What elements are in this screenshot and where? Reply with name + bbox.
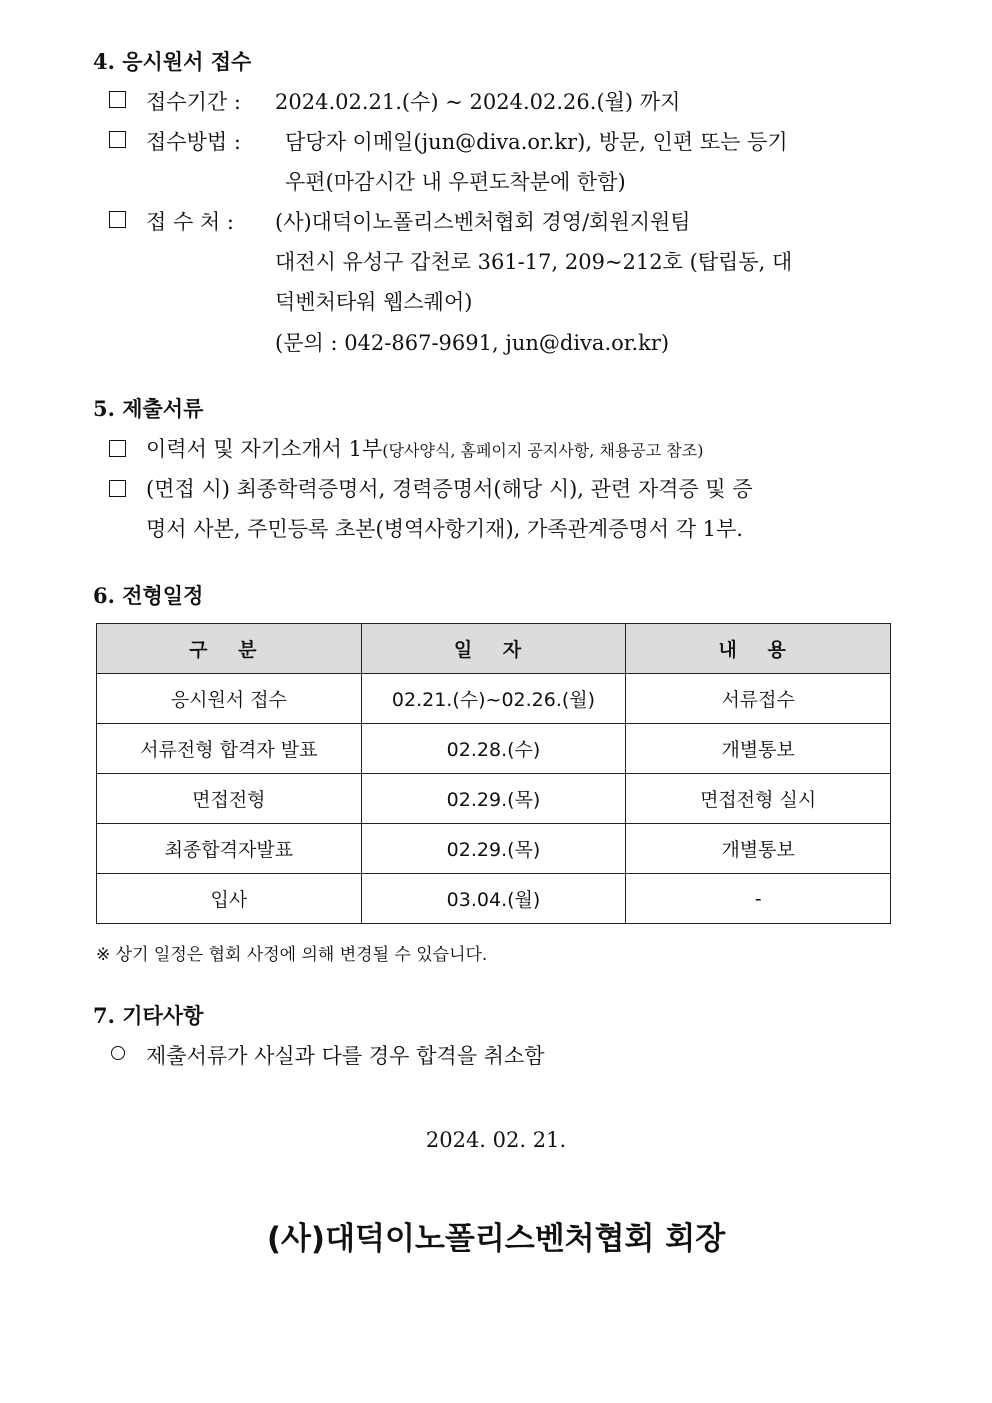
table-cell: 입사 [97,874,362,924]
header-content: 내 용 [626,624,891,674]
table-cell: 면접전형 [97,774,362,824]
other-item-1: 제출서류가 사실과 다를 경우 합격을 취소함 [146,1044,545,1068]
place-line-3: 덕벤처타워 웹스퀘어) [275,290,473,314]
place-line-4: (문의 : 042-867-9691, jun@diva.or.kr) [275,331,670,355]
checkbox-icon [109,480,126,497]
issue-date: 2024. 02. 21. [425,1128,567,1152]
checkbox-icon [109,131,126,148]
table-cell: 응시원서 접수 [97,674,362,724]
table-cell: 개별통보 [626,824,891,874]
doc-item-1 [146,433,703,463]
table-cell: 02.29.(목) [361,774,626,824]
table-cell: 최종합격자발표 [97,824,362,874]
doc-item-1-note: (당사양식, 홈페이지 공지사항, 채용공고 참조) [382,441,704,460]
checkbox-icon [109,440,126,457]
doc-item-1-main: 이력서 및 자기소개서 1부 [146,437,383,461]
schedule-table [96,623,891,924]
header-date: 일 자 [361,624,626,674]
table-cell: 02.28.(수) [361,724,626,774]
period-label: 접수기간 : [146,90,241,114]
table-row [97,824,891,874]
table-cell: 03.04.(월) [361,874,626,924]
table-header-row [97,624,891,674]
section-4-title: 4. 응시원서 접수 [93,49,252,74]
place-line-1: (사)대덕이노폴리스벤처협회 경영/회원지원팀 [275,210,691,234]
method-line-2: 우편(마감시간 내 우편도착분에 한함) [285,170,626,194]
header-category: 구 분 [97,624,362,674]
table-row [97,874,891,924]
table-cell: 개별통보 [626,724,891,774]
table-cell: 02.21.(수)~02.26.(월) [361,674,626,724]
table-row [97,774,891,824]
table-row [97,724,891,774]
table-cell: 서류접수 [626,674,891,724]
period-value: 2024.02.21.(수) ~ 2024.02.26.(월) 까지 [275,90,681,114]
table-row [97,674,891,724]
method-label: 접수방법 : [146,130,241,154]
table-cell: 02.29.(목) [361,824,626,874]
section-6-title: 6. 전형일정 [93,583,204,608]
checkbox-icon [109,91,126,108]
checkbox-icon [109,211,126,228]
signature: (사)대덕이노폴리스벤처협회 회장 [266,1221,726,1257]
place-label: 접 수 처 : [146,210,234,234]
table-cell: 서류전형 합격자 발표 [97,724,362,774]
schedule-note: ※ 상기 일정은 협회 사정에 의해 변경될 수 있습니다. [96,945,488,965]
section-7-title: 7. 기타사항 [93,1003,204,1028]
place-line-2: 대전시 유성구 갑천로 361-17, 209~212호 (탑립동, 대 [275,250,793,274]
section-5-title: 5. 제출서류 [93,396,204,421]
doc-item-2-line-1: (면접 시) 최종학력증명서, 경력증명서(해당 시), 관련 자격증 및 증 [146,477,753,501]
table-cell: 면접전형 실시 [626,774,891,824]
doc-item-2-line-2: 명서 사본, 주민등록 초본(병역사항기재), 가족관계증명서 각 1부. [146,517,743,541]
table-cell: - [626,874,891,924]
circle-bullet-icon [111,1046,125,1060]
method-line-1: 담당자 이메일(jun@diva.or.kr), 방문, 인편 또는 등기 [285,130,788,154]
